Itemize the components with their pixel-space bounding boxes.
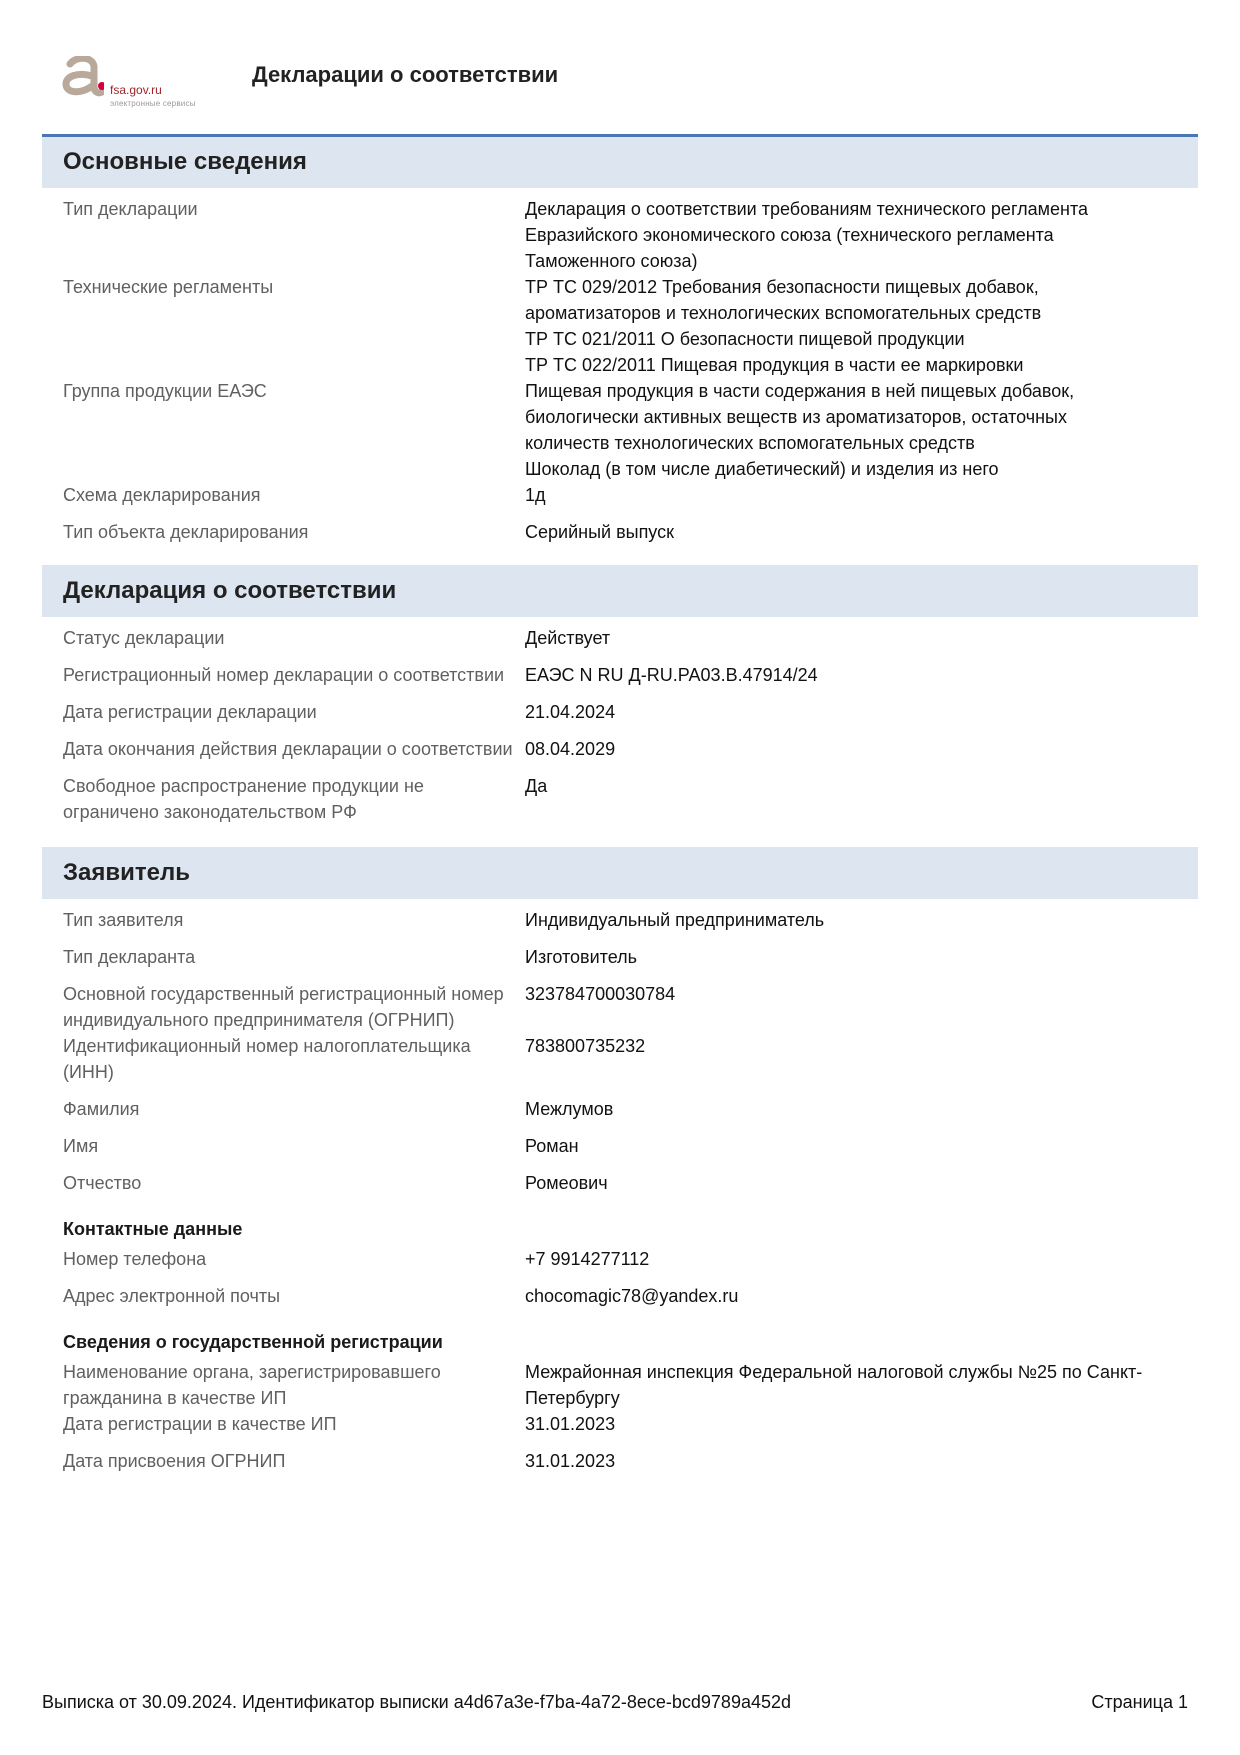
- field-value: [525, 1133, 1198, 1159]
- field-value-line: Межлумов: [525, 1099, 614, 1119]
- subsection-title: Контактные данные: [63, 1219, 243, 1239]
- field-label: Свободное распространение продукции не ограничено законодательством РФ: [63, 776, 424, 822]
- field-row: [63, 1448, 1198, 1474]
- field-label: Технические регламенты: [63, 277, 274, 297]
- field-value-line: 31.01.2023: [525, 1451, 616, 1471]
- field-value-line: 783800735232: [525, 1036, 646, 1056]
- field-value: [525, 981, 1198, 1033]
- field-label: Схема декларирования: [63, 485, 261, 505]
- field-label: Фамилия: [63, 1099, 140, 1119]
- field-row: [63, 1283, 1198, 1309]
- field-value: [525, 1411, 1198, 1437]
- field-value-line: Таможенного союза): [525, 251, 698, 271]
- section: [42, 136, 1198, 553]
- field-value-line: Декларация о соответствии требованиям технического регламента: [525, 199, 1089, 219]
- field-row: [63, 1133, 1198, 1159]
- field-value: [525, 1096, 1198, 1122]
- field-row: [63, 907, 1198, 933]
- field-value: [525, 274, 1198, 378]
- field-label: Отчество: [63, 1173, 142, 1193]
- field-label: Тип декларанта: [63, 947, 196, 967]
- field-row: [63, 196, 1198, 274]
- field-value: [525, 773, 1198, 825]
- field-value: [525, 699, 1198, 725]
- field-value-line: Действует: [525, 628, 611, 648]
- document-title: Декларации о соответствии: [252, 62, 559, 87]
- field-value: [525, 736, 1198, 762]
- field-value-line: 21.04.2024: [525, 702, 616, 722]
- field-value-line: Евразийского экономического союза (технического регламента: [525, 225, 1054, 245]
- field-label: Дата окончания действия декларации о соответствии: [63, 739, 513, 759]
- field-value-line: биологически активных веществ из ароматизаторов, остаточных: [525, 407, 1067, 427]
- field-row: [63, 736, 1198, 762]
- section-rows: [42, 899, 1198, 1484]
- subsection-title: Сведения о государственной регистрации: [63, 1332, 443, 1352]
- footer-page-number: Страница 1: [1091, 1692, 1188, 1712]
- field-row: [63, 1096, 1198, 1122]
- field-row: [63, 662, 1198, 688]
- section-rows: [42, 617, 1198, 833]
- field-value-line: ТР ТС 022/2011 Пищевая продукция в части ее маркировки: [525, 355, 1024, 375]
- field-label: Дата регистрации в качестве ИП: [63, 1414, 337, 1434]
- sections-container: [42, 136, 1198, 1484]
- field-value-line: chocomagic78@yandex.ru: [525, 1286, 739, 1306]
- field-row: [63, 981, 1198, 1033]
- field-value-line: ТР ТС 029/2012 Требования безопасности пищевых добавок,: [525, 277, 1039, 297]
- field-row: [63, 378, 1198, 482]
- field-value-line: Шоколад (в том числе диабетический) и изделия из него: [525, 459, 999, 479]
- field-value: [525, 196, 1198, 274]
- logo-subtitle: электронные сервисы: [110, 99, 196, 108]
- field-label: Адрес электронной почты: [63, 1286, 281, 1306]
- field-value: [525, 907, 1198, 933]
- field-value: [525, 625, 1198, 651]
- field-label: Тип декларации: [63, 199, 198, 219]
- field-value: [525, 378, 1198, 482]
- section: [42, 847, 1198, 1484]
- field-value-line: ЕАЭС N RU Д-RU.РА03.В.47914/24: [525, 665, 818, 685]
- field-value: [525, 1246, 1198, 1272]
- field-row: [63, 519, 1198, 545]
- section-rows: [42, 188, 1198, 553]
- field-value: [525, 1359, 1198, 1411]
- section-title: Основные сведения: [42, 136, 1198, 188]
- field-row: [63, 944, 1198, 970]
- field-label: Основной государственный регистрационный номер индивидуального предпринимателя (ОГРНИП): [63, 984, 504, 1030]
- field-value-line: 1д: [525, 485, 546, 505]
- document-page: [42, 0, 1198, 1484]
- field-value: [525, 662, 1198, 688]
- field-row: [63, 773, 1198, 825]
- field-label: Регистрационный номер декларации о соответствии: [63, 665, 505, 685]
- field-label: Дата присвоения ОГРНИП: [63, 1451, 286, 1471]
- field-value-line: 31.01.2023: [525, 1414, 616, 1434]
- field-value: [525, 1170, 1198, 1196]
- field-value-line: 08.04.2029: [525, 739, 616, 759]
- field-value: [525, 944, 1198, 970]
- field-label: Тип объекта декларирования: [63, 522, 309, 542]
- field-label: Имя: [63, 1136, 99, 1156]
- field-value-line: Ромеович: [525, 1173, 608, 1193]
- field-label: Дата регистрации декларации: [63, 702, 317, 722]
- section-title: Заявитель: [42, 847, 1198, 899]
- page-header: [42, 0, 1198, 136]
- footer-extract-info: Выписка от 30.09.2024. Идентификатор выписки a4d67a3e-f7ba-4a72-8ece-bcd9789a452d: [42, 1692, 792, 1712]
- field-value-line: +7 9914277112: [525, 1249, 650, 1269]
- field-label: Тип заявителя: [63, 910, 184, 930]
- field-value-line: количеств технологических вспомогательных средств: [525, 433, 975, 453]
- field-row: [63, 1246, 1198, 1272]
- field-value: [525, 1448, 1198, 1474]
- field-value-line: ТР ТС 021/2011 О безопасности пищевой продукции: [525, 329, 965, 349]
- field-row: [63, 482, 1198, 508]
- field-row: [63, 1033, 1198, 1085]
- field-value-line: Межрайонная инспекция Федеральной налоговой службы №25 по Санкт-: [525, 1362, 1143, 1382]
- field-row: [63, 1411, 1198, 1437]
- field-value: [525, 1283, 1198, 1309]
- field-value-line: Изготовитель: [525, 947, 637, 967]
- field-value-line: Да: [525, 776, 548, 796]
- field-value: [525, 1033, 1198, 1085]
- section-title: Декларация о соответствии: [42, 565, 1198, 617]
- header-divider: [42, 134, 1198, 137]
- field-label: Идентификационный номер налогоплательщика (ИНН): [63, 1036, 471, 1082]
- field-value-line: Индивидуальный предприниматель: [525, 910, 825, 930]
- fsa-logo-icon: [58, 56, 104, 100]
- field-value-line: Серийный выпуск: [525, 522, 674, 542]
- field-row: [63, 1170, 1198, 1196]
- field-value: [525, 482, 1198, 508]
- section: [42, 565, 1198, 833]
- field-row: [63, 274, 1198, 378]
- field-value-line: 323784700030784: [525, 984, 676, 1004]
- logo-text: fsa.gov.ru: [110, 83, 162, 97]
- field-label: Наименование органа, зарегистрировавшего гражданина в качестве ИП: [63, 1362, 441, 1408]
- field-value-line: Петербургу: [525, 1388, 620, 1408]
- field-label: Номер телефона: [63, 1249, 207, 1269]
- field-row: [63, 625, 1198, 651]
- field-value-line: Пищевая продукция в части содержания в ней пищевых добавок,: [525, 381, 1075, 401]
- page-footer: [42, 1692, 1188, 1713]
- field-value-line: Роман: [525, 1136, 579, 1156]
- field-label: Статус декларации: [63, 628, 225, 648]
- field-label: Группа продукции ЕАЭС: [63, 381, 267, 401]
- field-row: [63, 699, 1198, 725]
- field-value-line: ароматизаторов и технологических вспомогательных средств: [525, 303, 1042, 323]
- field-row: [63, 1359, 1198, 1411]
- field-value: [525, 519, 1198, 545]
- fsa-logo: [58, 56, 218, 112]
